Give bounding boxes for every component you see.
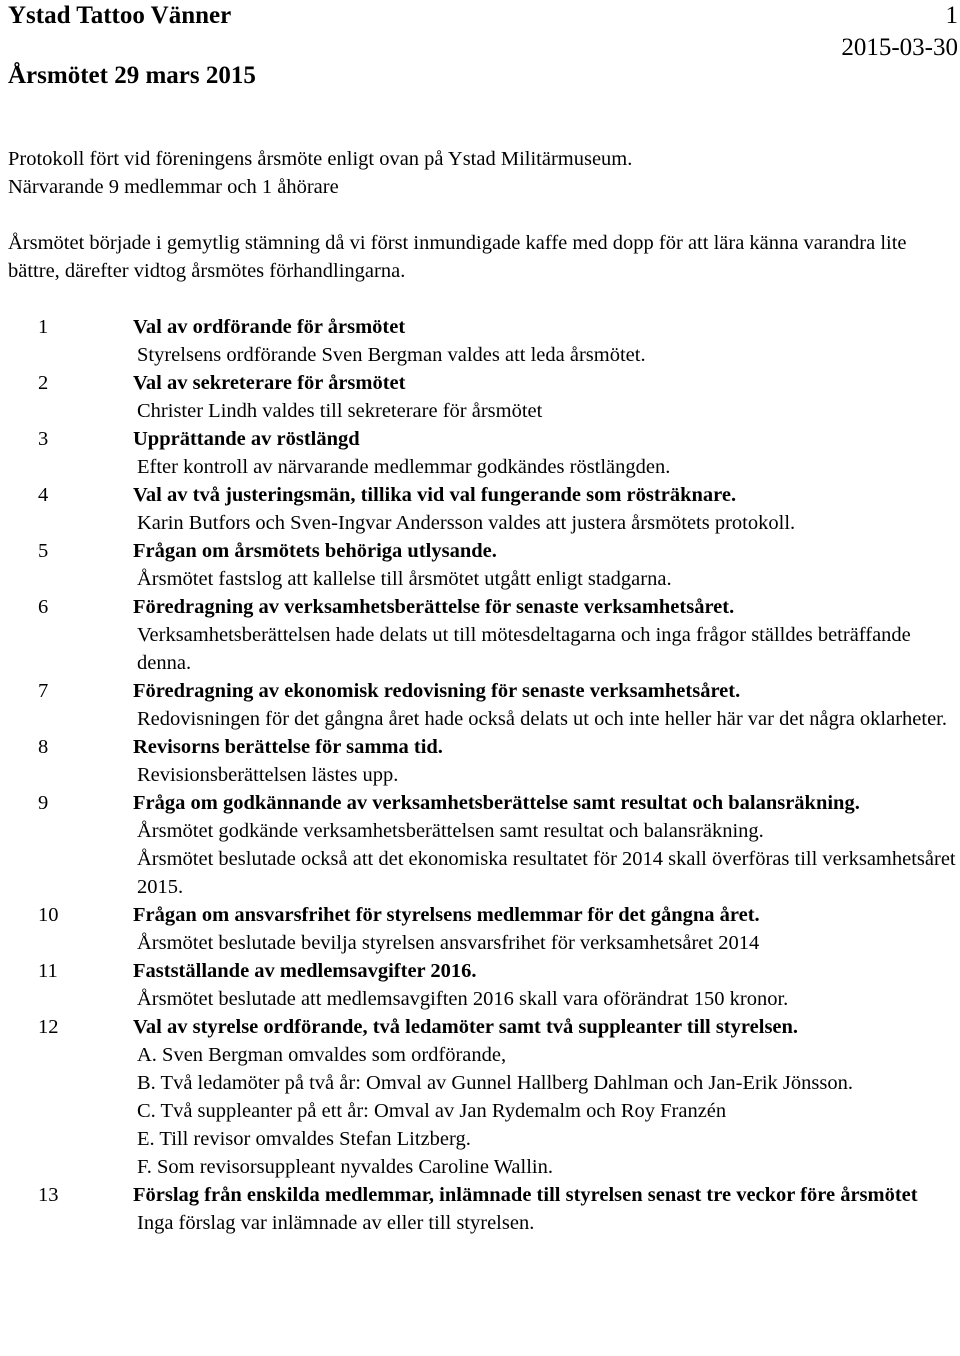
decision-line: Årsmötet beslutade bevilja styrelsen ansvarsfrihet för verksamhetsåret 2014 [137,932,760,954]
agenda-item [0,537,960,593]
decision-line: Inga förslag var inlämnade av eller till styrelsen. [137,1212,535,1234]
agenda-item [0,1013,960,1181]
agenda-item-decision [137,1041,960,1181]
agenda-item-number: 5 [38,540,49,562]
intro-line: Protokoll fört vid föreningens årsmöte enligt ovan på Ystad Militärmuseum. [8,148,633,170]
document-date: 2015-03-30 [841,34,958,61]
meeting-title: Årsmötet 29 mars 2015 [8,62,256,89]
agenda-item-heading: Förslag från enskilda medlemmar, inlämnade till styrelsen senast tre veckor före årsmötet [133,1184,918,1206]
agenda-item-decision [137,621,960,677]
agenda-item [0,789,960,901]
agenda-item-heading: Fråga om godkännande av verksamhetsberättelse samt resultat och balansräkning. [133,792,860,814]
agenda-item-heading: Revisorns berättelse för samma tid. [133,736,443,758]
agenda-list [0,313,960,1237]
decision-line: B. Två ledamöter på två år: Omval av Gunnel Hallberg Dahlman och Jan-Erik Jönsson. [137,1072,853,1094]
agenda-item-decision [137,817,960,901]
decision-line: C. Två suppleanter på ett år: Omval av Jan Rydemalm och Roy Franzén [137,1100,727,1122]
decision-line: Årsmötet beslutade att medlemsavgiften 2016 skall vara oförändrat 150 kronor. [137,988,789,1010]
agenda-item-heading: Upprättande av röstlängd [133,428,360,450]
agenda-item-number: 3 [38,428,49,450]
organization-title: Ystad Tattoo Vänner [8,2,232,29]
agenda-item-number: 12 [38,1016,59,1038]
intro-paragraph [8,229,958,285]
decision-line: E. Till revisor omvaldes Stefan Litzberg. [137,1128,471,1150]
agenda-item [0,425,960,481]
agenda-item-number: 2 [38,372,49,394]
agenda-item-number: 13 [38,1184,59,1206]
decision-line: F. Som revisorsuppleant nyvaldes Caroline Wallin. [137,1156,553,1178]
agenda-item-decision [137,705,960,733]
agenda-item-number: 11 [38,960,58,982]
intro-protocol [8,145,958,201]
agenda-item-decision [137,1209,960,1237]
agenda-item-number: 6 [38,596,49,618]
agenda-item [0,733,960,789]
agenda-item-decision [137,565,960,593]
agenda-item-decision [137,453,960,481]
agenda-item-decision [137,341,960,369]
agenda-item-number: 9 [38,792,49,814]
agenda-item [0,481,960,537]
decision-line: Efter kontroll av närvarande medlemmar godkändes röstlängden. [137,456,671,478]
intro-line: Närvarande 9 medlemmar och 1 åhörare [8,176,339,198]
agenda-item [0,957,960,1013]
agenda-item-heading: Frågan om årsmötets behöriga utlysande. [133,540,497,562]
decision-line: Christer Lindh valdes till sekreterare för årsmötet [137,400,543,422]
agenda-item-heading: Val av ordförande för årsmötet [133,316,406,338]
agenda-item [0,1181,960,1237]
decision-line: Redovisningen för det gångna året hade också delats ut och inte heller här var det några oklarheter. [137,708,948,730]
agenda-item-decision [137,397,960,425]
agenda-item [0,369,960,425]
agenda-item-decision [137,509,960,537]
agenda-item-number: 4 [38,484,49,506]
agenda-item-number: 1 [38,316,49,338]
agenda-item-number: 10 [38,904,59,926]
agenda-item-number: 7 [38,680,49,702]
agenda-item-heading: Föredragning av ekonomisk redovisning för senaste verksamhetsåret. [133,680,741,702]
decision-line: Årsmötet beslutade också att det ekonomiska resultatet för 2014 skall överföras till verksamhetsåret 2015. [137,848,956,898]
agenda-item [0,313,960,369]
agenda-item [0,901,960,957]
agenda-item-decision [137,761,960,789]
decision-line: A. Sven Bergman omvaldes som ordförande, [137,1044,507,1066]
decision-line: Styrelsens ordförande Sven Bergman valdes att leda årsmötet. [137,344,646,366]
agenda-item [0,677,960,733]
decision-line: Revisionsberättelsen lästes upp. [137,764,399,786]
agenda-item-heading: Frågan om ansvarsfrihet för styrelsens medlemmar för det gångna året. [133,904,760,926]
agenda-item-heading: Fastställande av medlemsavgifter 2016. [133,960,477,982]
agenda-item [0,593,960,677]
decision-line: Karin Butfors och Sven-Ingvar Andersson valdes att justera årsmötets protokoll. [137,512,796,534]
decision-line: Verksamhetsberättelsen hade delats ut till mötesdeltagarna och inga frågor ställdes beträffande denna. [137,624,911,674]
decision-line: Årsmötet godkände verksamhetsberättelsen samt resultat och balansräkning. [137,820,764,842]
agenda-item-heading: Föredragning av verksamhetsberättelse för senaste verksamhetsåret. [133,596,735,618]
agenda-item-number: 8 [38,736,49,758]
page-number: 1 [945,2,958,29]
decision-line: Årsmötet fastslog att kallelse till årsmötet utgått enligt stadgarna. [137,568,672,590]
agenda-item-heading: Val av två justeringsmän, tillika vid val fungerande som rösträknare. [133,484,737,506]
agenda-item-decision [137,985,960,1013]
agenda-item-heading: Val av sekreterare för årsmötet [133,372,406,394]
agenda-item-heading: Val av styrelse ordförande, två ledamöter samt två suppleanter till styrelsen. [133,1016,799,1038]
agenda-item-decision [137,929,960,957]
intro-text: Årsmötet började i gemytlig stämning då vi först inmundigade kaffe med dopp för att lära känna varandra lite bättre, därefter vidtog årsmötes förhandlingarna. [8,232,907,282]
